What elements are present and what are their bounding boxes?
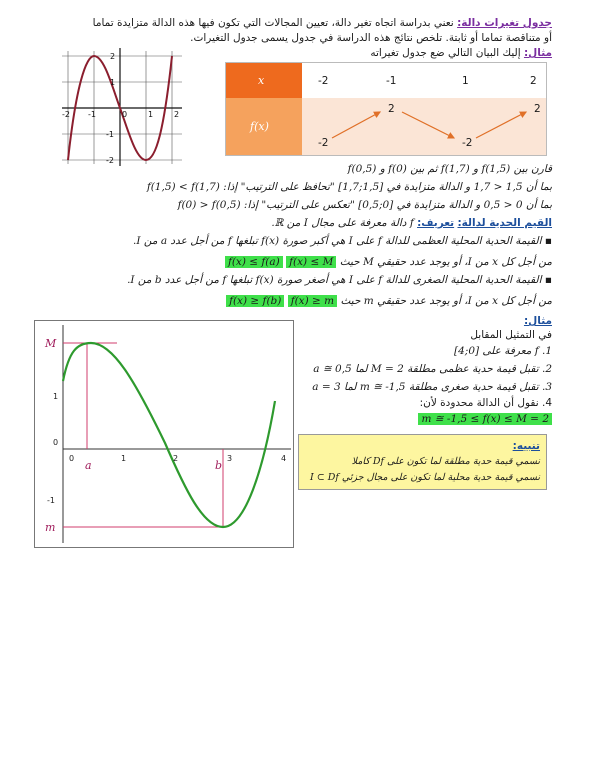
intro-line-1 — [32, 16, 552, 30]
example2-label-line — [312, 314, 552, 328]
g2-xtick-4: 4 — [281, 454, 287, 463]
note-box — [298, 434, 547, 490]
label-a: a — [85, 459, 92, 472]
arrow-down — [402, 112, 454, 138]
label-M: M — [45, 337, 57, 350]
vt-x-0: -2 — [318, 75, 329, 87]
g1-ytick-1: 1 — [110, 78, 116, 87]
min-bullet: ▪ — [541, 274, 552, 286]
extremum-title-line — [32, 216, 552, 230]
example2-item-4-text: 4. نقول أن الدالة محدودة لأن: — [419, 397, 552, 409]
intro-line-2 — [32, 31, 552, 45]
compare-a1-text: بما أن 1,5 < 1,7 و الدالة متزايدة في [1,5;1,7] "تحافظ على الترتيب" إذا: f(1,5) < f(1,7) — [146, 181, 552, 193]
vt-x-2: 1 — [462, 75, 469, 87]
compare-answer-1 — [32, 180, 552, 194]
g1-xtick-2: 0 — [122, 110, 128, 119]
example2-item-1-text: 1. f معرفة على [0;4] — [453, 345, 552, 357]
section-title: جدول تغيرات دالة: — [457, 17, 552, 29]
max-bullet: ▪ — [541, 235, 552, 247]
example-line — [152, 46, 552, 60]
note-title-line — [305, 439, 540, 453]
vt-x-3: 2 — [530, 75, 537, 87]
compare-a2-text: بما أن 0 < 0,5 و الدالة متزايدة في [0;0,5] "تعكس على الترتيب" إذا: f(0) > f(0,5) — [177, 199, 552, 211]
max-cond-text: من أجل كل x من I، أو يوجد عدد حقيقي M حيث — [339, 256, 552, 268]
intro-text-1: نعني بدراسة اتجاه تغير دالة، تعيين المجالات التي تكون فيها هذه الدالة متزايدة تماما — [92, 17, 454, 29]
vt-x-label: x — [258, 74, 265, 87]
example2-label: مثال: — [523, 315, 552, 327]
extremum-curve — [63, 343, 275, 527]
min-def-text: القيمة الحدية المحلية الصغرى للدالة f على I هي أصغر صورة f(x) تبلغها f من أجل عدد b من I. — [127, 274, 542, 286]
bounded-highlight: m ≅ -1,5 ≤ f(x) ≤ M = 2 — [418, 413, 552, 425]
label-m: m — [45, 521, 56, 534]
label-b: b — [215, 459, 223, 472]
g2-ytick-2: -1 — [47, 496, 55, 505]
variation-table — [225, 62, 547, 156]
example2-item-3 — [302, 380, 552, 394]
max-condition — [32, 255, 552, 269]
compare-question — [32, 162, 552, 176]
note-title: تنبيه: — [512, 440, 540, 452]
g2-xtick-0: 0 — [69, 454, 75, 463]
example2-intro-line — [312, 328, 552, 342]
example-text: إليك البيان التالي ضع جدول تغيراته — [370, 47, 521, 59]
min-definition — [32, 273, 552, 287]
g2-xtick-1: 1 — [121, 454, 127, 463]
arrow-up-1 — [332, 112, 380, 138]
g2-xtick-2: 2 — [173, 454, 179, 463]
g1-xtick-0: -2 — [62, 110, 70, 119]
vt-fx-0: -2 — [318, 137, 329, 149]
min-cond-text: من أجل كل x من I، أو يوجد عدد حقيقي m حيث — [340, 295, 552, 307]
vt-x-header — [226, 63, 302, 98]
example2-intro: في التمثيل المقابل — [470, 329, 552, 341]
max-definition — [32, 234, 552, 248]
extremum-graph — [35, 321, 293, 547]
g1-ytick-2: -1 — [106, 130, 114, 139]
min-condition — [32, 294, 552, 308]
definition-text: f دالة معرفة على مجال I من ℝ. — [271, 217, 414, 229]
g1-ytick-0: 2 — [110, 52, 116, 61]
note-text-1: نسمي قيمة حدية مطلقة لما تكون على Df كاملا — [351, 456, 540, 467]
g1-xtick-3: 1 — [148, 110, 154, 119]
example2-item-4 — [302, 396, 552, 410]
min-highlight-2: f(x) ≥ m — [288, 295, 337, 307]
vt-x-row — [302, 63, 546, 98]
cubic-graph — [58, 46, 186, 168]
example2-item-1 — [302, 344, 552, 358]
vt-fx-3: 2 — [534, 103, 541, 115]
example-label: مثال: — [523, 47, 552, 59]
g1-ytick-3: -2 — [106, 156, 114, 165]
extremum-title: القيم الحدية لدالة: — [457, 217, 552, 229]
vt-fx-1: 2 — [388, 103, 395, 115]
max-def-text: القيمة الحدية المحلية العظمى للدالة f على I هي أكبر صورة f(x) تبلغها f من أجل عدد a من I. — [133, 235, 542, 247]
vt-x-1: -1 — [386, 75, 397, 87]
note-line-2 — [305, 471, 540, 485]
note-text-2: نسمي قيمة حدية محلية لما تكون على مجال جزئي I ⊂ Df — [310, 472, 540, 483]
vt-arrows — [302, 98, 546, 155]
max-highlight-1: f(x) ≤ f(a) — [225, 256, 283, 268]
g1-xtick-4: 2 — [174, 110, 180, 119]
bounded-line — [302, 412, 552, 426]
example2-item-2 — [302, 362, 552, 376]
compare-answer-2 — [32, 198, 552, 212]
g1-xtick-1: -1 — [88, 110, 96, 119]
graph2-frame — [34, 320, 294, 548]
vt-fx-label: f(x) — [250, 120, 269, 133]
note-line-1 — [305, 455, 540, 469]
definition-label: تعريف: — [417, 217, 455, 229]
min-highlight-1: f(x) ≥ f(b) — [226, 295, 284, 307]
compare-q-text: قارن بين f(1,5) و f(1,7) ثم بين f(0) و f(0,5) — [347, 163, 552, 175]
g2-ytick-0: 1 — [53, 392, 59, 401]
example2-item-2-text: 2. تقبل قيمة حدية عظمى مطلقة M = 2 لما a ≅ 0,5 — [313, 363, 552, 375]
g2-xtick-3: 3 — [227, 454, 233, 463]
vt-fx-2: -2 — [462, 137, 473, 149]
vt-fx-row — [302, 98, 546, 155]
arrow-up-2 — [476, 112, 526, 138]
example2-item-3-text: 3. تقبل قيمة حدية صغرى مطلقة m ≅ -1,5 لما a = 3 — [312, 381, 552, 393]
intro-text-2: أو متناقصة تماما أو ثابتة. تلخص نتائج هذه الدراسة في جدول يسمى جدول التغيرات. — [190, 32, 552, 44]
max-highlight-2: f(x) ≤ M — [286, 256, 336, 268]
g2-ytick-1: 0 — [53, 438, 59, 447]
vt-fx-header — [226, 98, 302, 155]
